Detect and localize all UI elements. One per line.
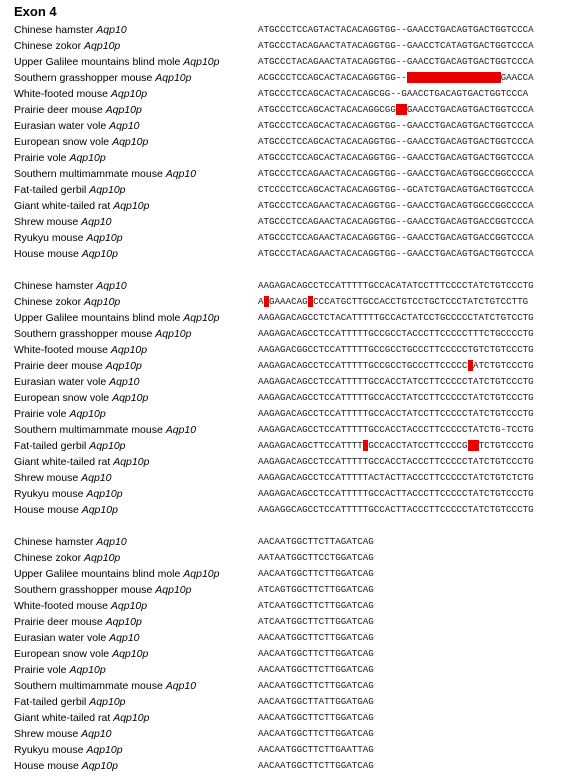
alignment-row (0, 422, 584, 438)
species-name: Prairie deer mouse (14, 616, 106, 628)
species-label (14, 566, 219, 582)
alignment-row (0, 198, 584, 214)
species-name: Giant white-tailed rat (14, 200, 114, 212)
species-label (14, 134, 148, 150)
alignment-row (0, 486, 584, 502)
nucleotide-sequence (258, 598, 374, 614)
mutation-highlight: G (263, 296, 270, 307)
sequence-segment: AAGAGACAGCCTCCATTTTTGCCACCTATCCTTCCCCCTATCTGTCCCTG (258, 376, 534, 387)
nucleotide-sequence (258, 358, 534, 374)
gene-name: Aqp10p (84, 552, 121, 564)
sequence-segment: ATGCCCTACAGAACTATACAGGTGG--GAACCTGACAGTGACTGGTCCCA (258, 56, 534, 67)
species-label (14, 502, 118, 518)
sequence-segment: ATCAGTGGCTTCTTGGATCAG (258, 584, 374, 595)
gene-name: Aqp10p (81, 760, 118, 772)
sequence-segment: CTCCCCTCCAGCACTACACAGGTGG--GCATCTGACAGTGACTGGTCCCA (258, 184, 534, 195)
nucleotide-sequence (258, 150, 534, 166)
nucleotide-sequence (258, 758, 374, 774)
nucleotide-sequence (258, 86, 528, 102)
species-name: Upper Galilee mountains blind mole (14, 56, 184, 68)
species-name: Chinese hamster (14, 536, 97, 548)
sequence-segment: ATGCCCTACAGAACTATACAGGTGG--GAACCTCATAGTGACTGGTCCCA (258, 40, 534, 51)
species-label (14, 374, 140, 390)
alignment-row (0, 758, 584, 774)
nucleotide-sequence (258, 486, 534, 502)
gene-name: Aqp10p (183, 568, 220, 580)
nucleotide-sequence (258, 454, 534, 470)
species-name: Fat-tailed gerbil (14, 696, 90, 708)
species-label (14, 182, 126, 198)
gene-name: Aqp10 (96, 24, 127, 36)
species-name: Upper Galilee mountains blind mole (14, 312, 184, 324)
alignment-row (0, 694, 584, 710)
species-name: Southern grasshopper mouse (14, 328, 156, 340)
species-label (14, 438, 126, 454)
gene-name: Aqp10p (69, 408, 106, 420)
sequence-segment: ACGCCCTCCAGCACTACACAGGTGG-- (258, 72, 407, 83)
gene-name: Aqp10p (183, 56, 220, 68)
alignment-row (0, 118, 584, 134)
sequence-segment: GAACCTGACAGTGACTGGTCCCA (406, 104, 534, 115)
mutation-highlight: CC (467, 440, 479, 451)
gene-name: Aqp10 (109, 376, 140, 388)
nucleotide-sequence (258, 694, 374, 710)
gene-name: Aqp10p (89, 184, 126, 196)
species-name: House mouse (14, 248, 82, 260)
sequence-segment: CCCATGCTTGCCACCTGTCCTGCTCCCTATCTGTCCTTG (313, 296, 529, 307)
nucleotide-sequence (258, 22, 534, 38)
species-label (14, 294, 120, 310)
alignment-row (0, 150, 584, 166)
nucleotide-sequence (258, 294, 528, 310)
nucleotide-sequence (258, 310, 534, 326)
nucleotide-sequence (258, 342, 534, 358)
nucleotide-sequence (258, 726, 374, 742)
species-label (14, 534, 127, 550)
species-name: White-footed mouse (14, 88, 111, 100)
alignment-row (0, 102, 584, 118)
species-name: Chinese hamster (14, 280, 97, 292)
species-label (14, 150, 106, 166)
alignment-row (0, 470, 584, 486)
alignment-row (0, 358, 584, 374)
alignment-row (0, 502, 584, 518)
species-label (14, 86, 147, 102)
sequence-segment: ATGCCCTCCAGCACTACACAGGTGG--GAACCTGACAGTGACTGGTCCCA (258, 152, 534, 163)
gene-name: Aqp10 (165, 424, 197, 436)
sequence-segment: AAGAGACGGCCTCCATTTTTGCCGCCTGCCCTTCCCCCTGTCTGTCCCTG (258, 344, 534, 355)
gene-name: Aqp10p (105, 360, 142, 372)
alignment-row (0, 566, 584, 582)
species-label (14, 406, 106, 422)
species-name: Fat-tailed gerbil (14, 184, 90, 196)
sequence-segment: GAAACAG (269, 296, 308, 307)
alignment-row (0, 598, 584, 614)
nucleotide-sequence (258, 38, 534, 54)
gene-name: Aqp10p (81, 248, 118, 260)
gene-name: Aqp10p (155, 584, 192, 596)
species-label (14, 214, 112, 230)
sequence-segment: AAGAGACAGCCTCTACATTTTTGCCACTATCCTGCCCCCTATCTGTCCTG (258, 312, 534, 323)
species-name: Southern multimammate mouse (14, 168, 166, 180)
nucleotide-sequence (258, 246, 534, 262)
alignment-row (0, 614, 584, 630)
exon-heading: Exon 4 (14, 4, 57, 19)
nucleotide-sequence (258, 470, 534, 486)
gene-name: Aqp10 (96, 280, 127, 292)
sequence-segment: AAGAGGCAGCCTCCATTTTTGCCACTTACCCTTCCCCCTATCTGTCCCTG (258, 504, 534, 515)
nucleotide-sequence (258, 182, 534, 198)
gene-name: Aqp10p (86, 488, 123, 500)
species-name: European snow vole (14, 648, 113, 660)
gene-name: Aqp10 (81, 472, 112, 484)
species-name: Prairie vole (14, 152, 70, 164)
species-label (14, 678, 196, 694)
sequence-segment: AACAATGGCTTCTTAGATCAG (258, 536, 374, 547)
nucleotide-sequence (258, 390, 534, 406)
species-label (14, 422, 196, 438)
species-label (14, 22, 127, 38)
species-name: Shrew mouse (14, 216, 82, 228)
gene-name: Aqp10p (86, 232, 123, 244)
sequence-segment: AATAATGGCTTCCTGGATCAG (258, 552, 374, 563)
mutation-highlight: T (362, 440, 369, 451)
species-name: Prairie vole (14, 664, 70, 676)
species-name: Ryukyu mouse (14, 744, 87, 756)
sequence-segment: AAGAGACAGCCTCCATTTTTGCCGCCTACCCTTCCCCCTTTCTGCCCCTG (258, 328, 534, 339)
nucleotide-sequence (258, 742, 374, 758)
sequence-segment: ATGCCCTCCAGAACTACACAGGTGG--GAACCTGACAGTGGCCGGCCCCA (258, 168, 534, 179)
species-name: Shrew mouse (14, 472, 82, 484)
nucleotide-sequence (258, 630, 374, 646)
alignment-row (0, 582, 584, 598)
alignment-row (0, 86, 584, 102)
gene-name: Aqp10 (165, 168, 197, 180)
sequence-segment: AAGAGACAGCCTCCATTTTTGCCACCTACCCTTCCCCCTATCTGTCCCTG (258, 456, 534, 467)
alignment-row (0, 214, 584, 230)
nucleotide-sequence (258, 502, 534, 518)
nucleotide-sequence (258, 198, 534, 214)
nucleotide-sequence (258, 214, 534, 230)
gene-name: Aqp10p (110, 600, 148, 612)
gene-name: Aqp10 (96, 536, 127, 548)
alignment-row (0, 550, 584, 566)
sequence-segment: GCCACCTATCCTTCCCCG (368, 440, 468, 451)
nucleotide-sequence (258, 70, 534, 86)
alignment-row (0, 70, 584, 86)
gene-name: Aqp10 (109, 120, 140, 132)
species-name: Giant white-tailed rat (14, 456, 114, 468)
sequence-segment: ATGCCCTCCAGAACTACACAGGTGG--GAACCTGACAGTGGCCGGCCCCA (258, 200, 534, 211)
mutation-highlight: C (307, 296, 314, 307)
species-name: White-footed mouse (14, 344, 111, 356)
species-label (14, 342, 147, 358)
gene-name: Aqp10p (113, 200, 150, 212)
alignment-row (0, 742, 584, 758)
sequence-segment: AACAATGGCTTATTGGATGAG (258, 696, 374, 707)
species-name: Eurasian water vole (14, 632, 110, 644)
species-name: Eurasian water vole (14, 120, 110, 132)
sequence-segment: AAGAGACAGCCTCCATTTTTGCCACATATCCTTTCCCCTATCTGTCCCTG (258, 280, 534, 291)
species-name: Eurasian water vole (14, 376, 110, 388)
nucleotide-sequence (258, 422, 534, 438)
species-name: House mouse (14, 504, 82, 516)
sequence-segment: ATGCCCTCCAGCACTACACAGGTGG--GAACCTGACAGTGACTGGTCCCA (258, 120, 534, 131)
alignment-row (0, 134, 584, 150)
species-label (14, 742, 123, 758)
alignment-row (0, 662, 584, 678)
species-label (14, 390, 148, 406)
species-label (14, 614, 142, 630)
nucleotide-sequence (258, 710, 374, 726)
species-label (14, 550, 120, 566)
species-name: Prairie deer mouse (14, 104, 106, 116)
nucleotide-sequence (258, 102, 534, 118)
species-name: Prairie vole (14, 408, 70, 420)
sequence-segment: AAGAGACAGCCTCCATTTTTGCCACTTACCCTTCCCCCTATCTGTCCCTG (258, 488, 534, 499)
sequence-segment: AACAATGGCTTCTTGGATCAG (258, 632, 374, 643)
species-name: Chinese hamster (14, 24, 97, 36)
species-label (14, 630, 140, 646)
sequence-segment: A (258, 296, 264, 307)
species-label (14, 598, 147, 614)
nucleotide-sequence (258, 374, 534, 390)
gene-name: Aqp10p (89, 440, 126, 452)
alignment-row (0, 310, 584, 326)
species-label (14, 278, 127, 294)
sequence-segment: GAACCA (500, 72, 534, 83)
alignment-row (0, 246, 584, 262)
species-label (14, 726, 112, 742)
species-name: European snow vole (14, 392, 113, 404)
species-label (14, 646, 148, 662)
sequence-segment: AACAATGGCTTCTTGGATCAG (258, 680, 374, 691)
sequence-segment: ATCAATGGCTTCTTGGATCAG (258, 600, 374, 611)
species-name: House mouse (14, 760, 82, 772)
species-label (14, 246, 118, 262)
alignment-row (0, 230, 584, 246)
sequence-segment: ATCTGTCCCTG (473, 360, 534, 371)
species-name: European snow vole (14, 136, 113, 148)
alignment-row (0, 278, 584, 294)
species-label (14, 166, 196, 182)
gene-name: Aqp10 (165, 680, 197, 692)
gene-name: Aqp10p (86, 744, 123, 756)
species-name: Southern multimammate mouse (14, 424, 166, 436)
species-label (14, 454, 149, 470)
gene-name: Aqp10 (109, 632, 140, 644)
species-label (14, 470, 112, 486)
sequence-segment: ATGCCCTCCAGAACTACACAGGTGG--GAACCTGACAGTGACCGGTCCCA (258, 216, 534, 227)
species-label (14, 310, 219, 326)
sequence-segment: AAGAGACAGCCTCCATTTTTGCCACCTATCCTTCCCCCTATCTGTCCCTG (258, 408, 534, 419)
alignment-row (0, 646, 584, 662)
gene-name: Aqp10p (155, 328, 192, 340)
gene-name: Aqp10 (81, 216, 112, 228)
species-name: Ryukyu mouse (14, 488, 87, 500)
gene-name: Aqp10p (110, 88, 148, 100)
gene-name: Aqp10p (105, 616, 142, 628)
sequence-segment: ATGCCCTCCAGCACTACACAGGTGG--GAACCTGACAGTGACTGGTCCCA (258, 136, 534, 147)
species-name: Ryukyu mouse (14, 232, 87, 244)
nucleotide-sequence (258, 662, 374, 678)
nucleotide-sequence (258, 134, 534, 150)
nucleotide-sequence (258, 438, 534, 454)
sequence-segment: TCTGTCCCTG (478, 440, 534, 451)
species-label (14, 38, 120, 54)
sequence-segment: AACAATGGCTTCTTGGATCAG (258, 712, 374, 723)
gene-name: Aqp10p (183, 312, 220, 324)
nucleotide-sequence (258, 678, 374, 694)
sequence-segment: AACAATGGCTTCTTGGATCAG (258, 568, 374, 579)
gene-name: Aqp10p (89, 696, 126, 708)
nucleotide-sequence (258, 166, 534, 182)
nucleotide-sequence (258, 614, 374, 630)
gene-name: Aqp10p (113, 456, 150, 468)
gene-name: Aqp10p (69, 664, 106, 676)
nucleotide-sequence (258, 582, 374, 598)
sequence-segment: AAGAGACAGCCTCCATTTTTGCCACCTATCCTTCCCCCTATCTGTCCCTG (258, 392, 534, 403)
nucleotide-sequence (258, 534, 374, 550)
species-name: Fat-tailed gerbil (14, 440, 90, 452)
species-label (14, 358, 142, 374)
species-label (14, 326, 191, 342)
sequence-segment: ATGCCCTCCAGCACTACACAGCGG--GAACCTGACAGTGACTGGTCCCA (258, 88, 529, 99)
alignment-row (0, 438, 584, 454)
gene-name: Aqp10p (112, 648, 149, 660)
alignment-row (0, 294, 584, 310)
nucleotide-sequence (258, 326, 534, 342)
nucleotide-sequence (258, 230, 534, 246)
species-name: Giant white-tailed rat (14, 712, 114, 724)
sequence-segment: AAGAGACAGCCTCCATTTTTGCCACCTACCCTTCCCCCTATCTG-TCCTG (258, 424, 534, 435)
sequence-segment: ATGCCCTCCAGAACTACACAGGTGG--GAACCTGACAGTGACCGGTCCCA (258, 232, 534, 243)
species-label (14, 70, 191, 86)
alignment-row (0, 534, 584, 550)
sequence-segment: AACAATGGCTTCTTGGATCAG (258, 664, 374, 675)
alignment-row (0, 54, 584, 70)
mutation-highlight: GAACCTGACAGTGACTG (406, 72, 501, 83)
sequence-segment: AACAATGGCTTCTTGGATCAG (258, 760, 374, 771)
gene-name: Aqp10p (155, 72, 192, 84)
alignment-row (0, 374, 584, 390)
species-name: Shrew mouse (14, 728, 82, 740)
species-label (14, 662, 106, 678)
nucleotide-sequence (258, 550, 374, 566)
sequence-segment: ATGCCCTCCAGTACTACACAGGTGG--GAACCTGACAGTGACTGGTCCCA (258, 24, 534, 35)
sequence-segment: AAGAGACAGCCTCCATTTTTGCCGCCTGCCCTTCCCCC (258, 360, 468, 371)
alignment-row (0, 326, 584, 342)
species-label (14, 486, 123, 502)
species-name: Chinese zokor (14, 296, 85, 308)
alignment-row (0, 454, 584, 470)
sequence-segment: ATCAATGGCTTCTTGGATCAG (258, 616, 374, 627)
gene-name: Aqp10 (81, 728, 112, 740)
alignment-row (0, 678, 584, 694)
alignment-row (0, 22, 584, 38)
alignment-row (0, 710, 584, 726)
gene-name: Aqp10p (84, 40, 121, 52)
species-label (14, 198, 149, 214)
alignment-row (0, 406, 584, 422)
species-name: Southern grasshopper mouse (14, 72, 156, 84)
sequence-segment: ATGCCCTACAGAACTACACAGGTGG--GAACCTGACAGTGACTGGTCCCA (258, 248, 534, 259)
species-label (14, 694, 126, 710)
nucleotide-sequence (258, 54, 534, 70)
gene-name: Aqp10p (105, 104, 142, 116)
sequence-segment: ATGCCCTCCAGCACTACACAGGCGG (258, 104, 396, 115)
gene-name: Aqp10p (112, 392, 149, 404)
alignment-row (0, 726, 584, 742)
gene-name: Aqp10p (81, 504, 118, 516)
species-label (14, 582, 191, 598)
sequence-segment: AACAATGGCTTCTTGGATCAG (258, 648, 374, 659)
species-name: Southern multimammate mouse (14, 680, 166, 692)
sequence-segment: AACAATGGCTTCTTGGATCAG (258, 728, 374, 739)
nucleotide-sequence (258, 646, 374, 662)
gene-name: Aqp10p (112, 136, 149, 148)
alignment-row (0, 166, 584, 182)
species-name: Upper Galilee mountains blind mole (14, 568, 184, 580)
species-label (14, 118, 140, 134)
nucleotide-sequence (258, 278, 534, 294)
species-name: Chinese zokor (14, 40, 85, 52)
species-name: Prairie deer mouse (14, 360, 106, 372)
species-label (14, 710, 149, 726)
nucleotide-sequence (258, 406, 534, 422)
species-label (14, 102, 142, 118)
alignment-row (0, 390, 584, 406)
sequence-segment: AAGAGACAGCTTCCATTTT (258, 440, 363, 451)
sequence-segment: AAGAGACAGCCTCCATTTTTACTACTTACCCTTCCCCCTATCTGTCTCTG (258, 472, 534, 483)
species-label (14, 758, 118, 774)
alignment-row (0, 182, 584, 198)
mutation-highlight: T (467, 360, 474, 371)
gene-name: Aqp10p (113, 712, 150, 724)
species-label (14, 54, 219, 70)
mutation-highlight: GG (395, 104, 407, 115)
species-name: Southern grasshopper mouse (14, 584, 156, 596)
species-name: Chinese zokor (14, 552, 85, 564)
alignment-row (0, 38, 584, 54)
nucleotide-sequence (258, 566, 374, 582)
species-name: White-footed mouse (14, 600, 111, 612)
nucleotide-sequence (258, 118, 534, 134)
gene-name: Aqp10p (84, 296, 121, 308)
gene-name: Aqp10p (69, 152, 106, 164)
alignment-row (0, 630, 584, 646)
gene-name: Aqp10p (110, 344, 148, 356)
species-label (14, 230, 123, 246)
sequence-segment: AACAATGGCTTCTTGAATTAG (258, 744, 374, 755)
alignment-row (0, 342, 584, 358)
